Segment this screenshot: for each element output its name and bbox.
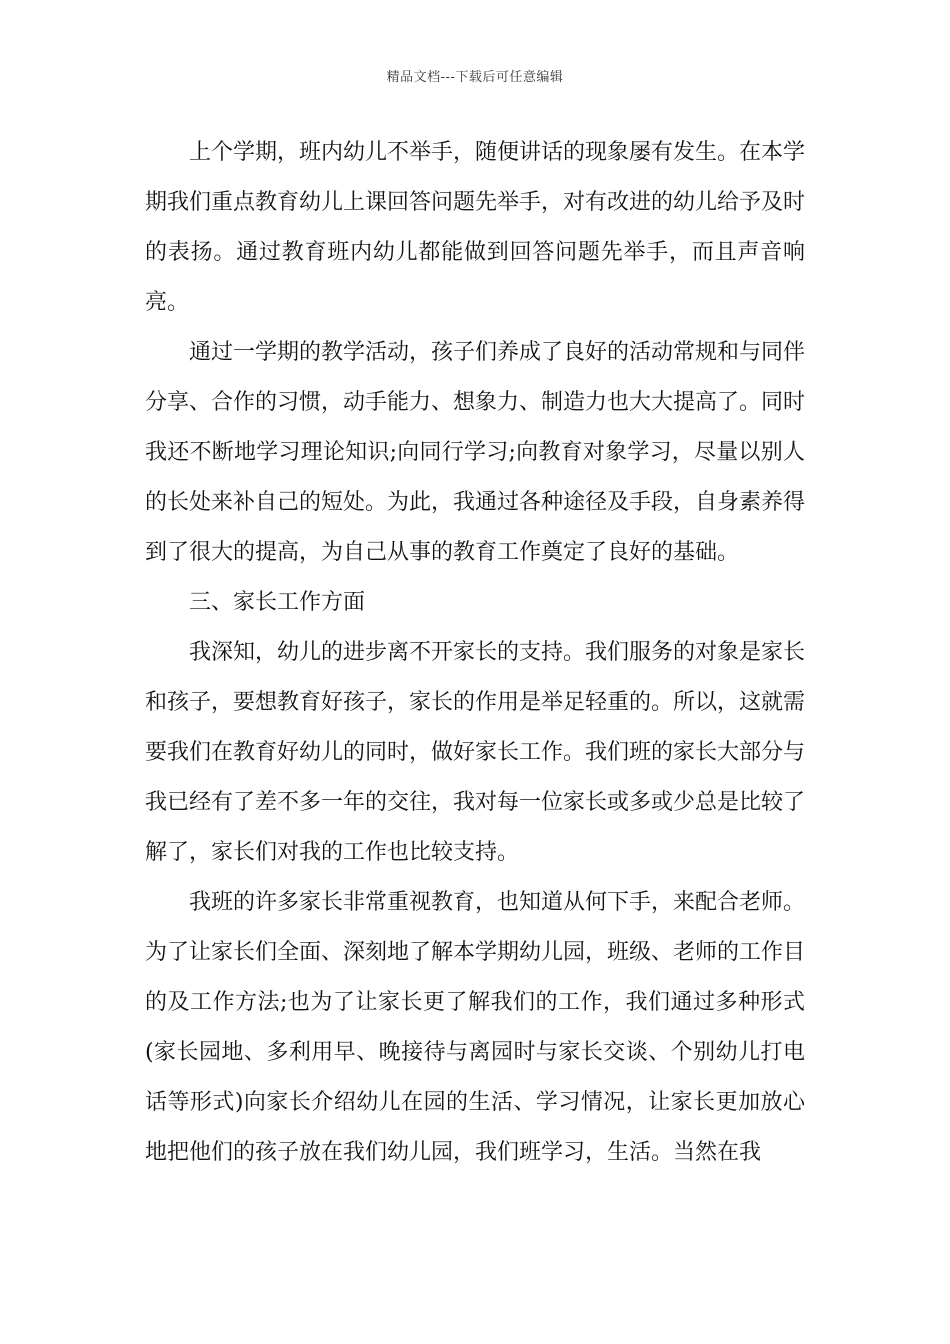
section-heading-3: 三、家长工作方面 <box>189 590 366 615</box>
paragraph-2: 通过一学期的教学活动，孩子们养成了良好的活动常规和与同伴分享、合作的习惯，动手能力、想象力、制造力也大大提高了。同时我还不断地学习理论知识;向同行学习;向教育对象学习，尽量以别人的长处来补自己的短处。为此，我通过各种途径及手段，自身素养得到了很大的提高，为自己从事的教育工作奠定了良好的基础。 <box>145 340 806 565</box>
document-body <box>145 128 805 1178</box>
page-header: 精品文档---下载后可任意编辑 <box>386 70 564 85</box>
paragraph-3: 我深知，幼儿的进步离不开家长的支持。我们服务的对象是家长和孩子，要想教育好孩子，家长的作用是举足轻重的。所以，这就需要我们在教育好幼儿的同时，做好家长工作。我们班的家长大部分与我已经有了差不多一年的交往，我对每一位家长或多或少总是比较了解了，家长们对我的工作也比较支持。 <box>145 640 806 865</box>
paragraph-4: 我班的许多家长非常重视教育，也知道从何下手，来配合老师。为了让家长们全面、深刻地了解本学期幼儿园，班级、老师的工作目的及工作方法;也为了让家长更了解我们的工作，我们通过多种形式(家长园地、多利用早、晚接待与离园时与家长交谈、个别幼儿打电话等形式)向家长介绍幼儿在园的生活、学习情况，让家长更加放心地把他们的孩子放在我们幼儿园，我们班学习，生活。当然在我 <box>145 890 806 1165</box>
paragraph-1: 上个学期，班内幼儿不举手，随便讲话的现象屡有发生。在本学期我们重点教育幼儿上课回答问题先举手，对有改进的幼儿给予及时的表扬。通过教育班内幼儿都能做到回答问题先举手，而且声音响亮。 <box>145 140 806 315</box>
